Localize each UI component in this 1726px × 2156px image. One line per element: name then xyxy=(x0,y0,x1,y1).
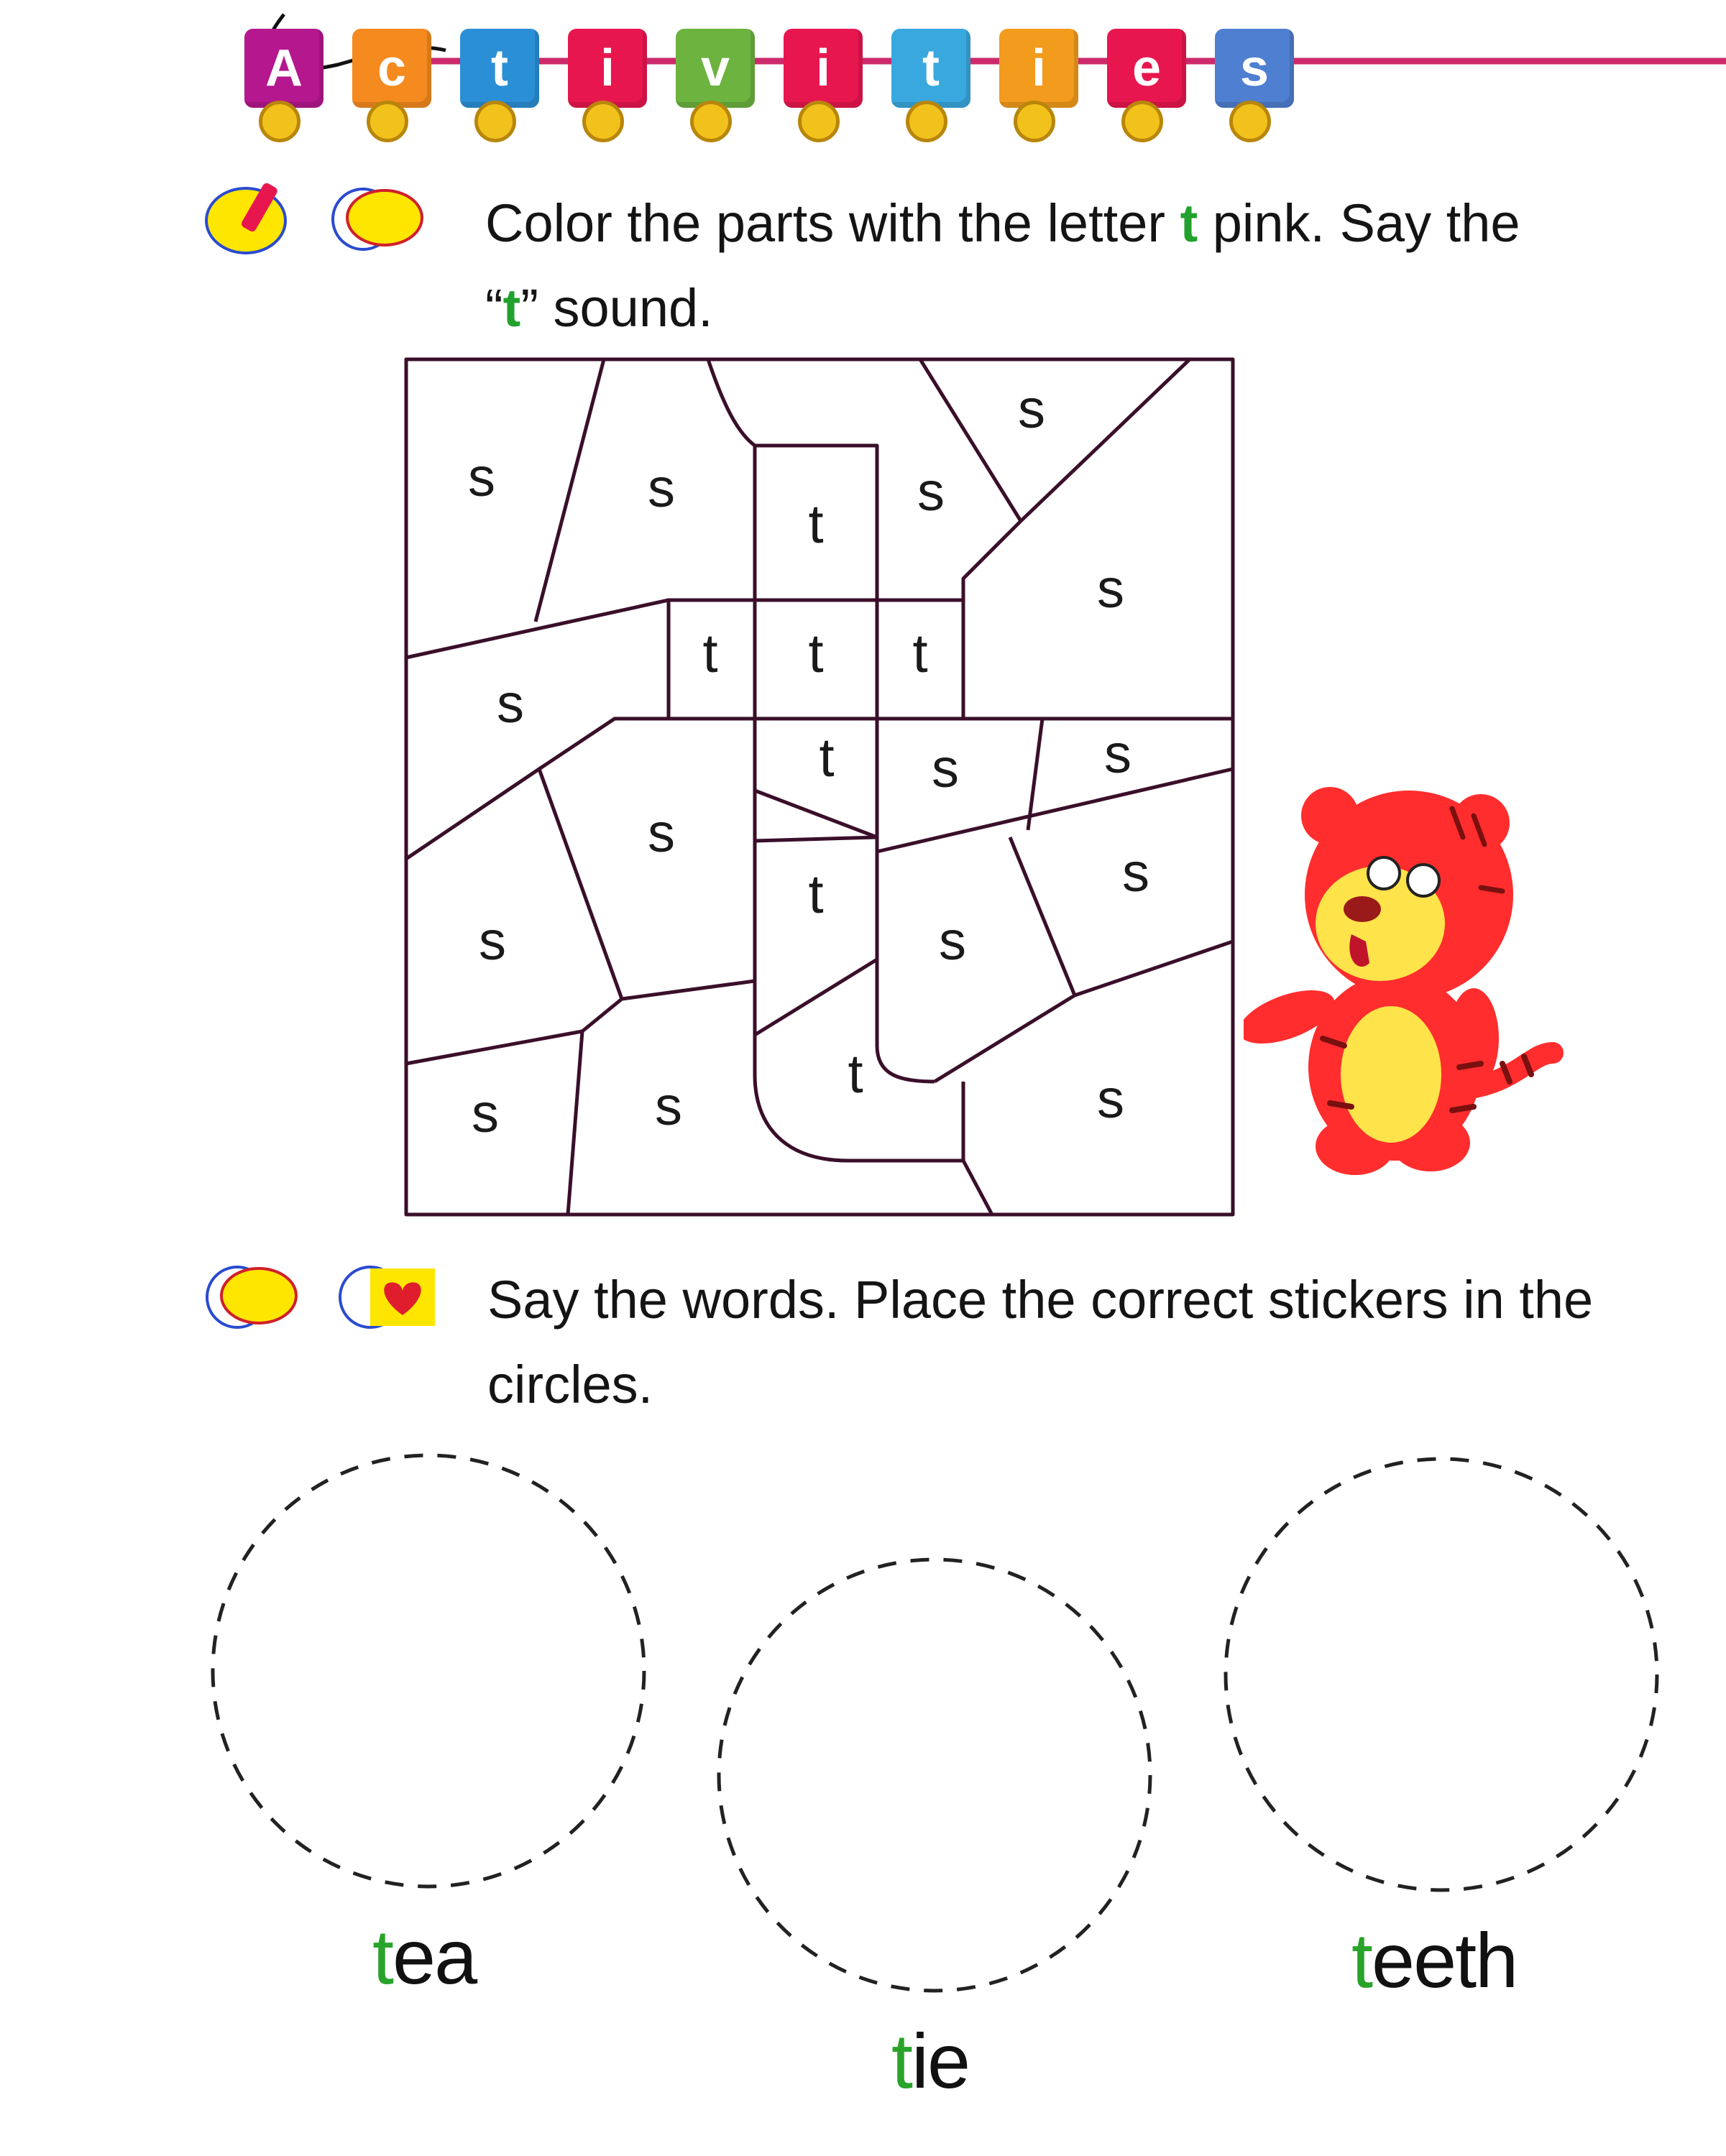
cell-label: s xyxy=(497,673,524,734)
word-rest: ie xyxy=(912,2017,970,2104)
word-tea xyxy=(372,1912,476,2001)
wheel-icon xyxy=(798,101,840,142)
wheel-icon xyxy=(1014,101,1055,142)
color-by-letter-grid xyxy=(403,356,1236,1218)
wheel-icon xyxy=(259,101,300,142)
title-letter-c: c xyxy=(352,29,431,108)
cell-label: s xyxy=(648,803,675,864)
cell-label: t xyxy=(848,1044,863,1105)
cell-label: t xyxy=(819,727,835,788)
speak-bubble-icon xyxy=(327,176,428,262)
cell-label: s xyxy=(932,738,959,799)
highlight-letter: t xyxy=(1180,193,1198,253)
cell-label: t xyxy=(808,864,824,925)
word-rest: eeth xyxy=(1372,1917,1518,2004)
instruction-text: pink. Say the xyxy=(1198,193,1520,253)
title-letter-i3: i xyxy=(999,29,1078,108)
cell-label: t xyxy=(702,623,718,684)
instruction-text: Color the parts with the letter xyxy=(485,193,1180,253)
word-tie xyxy=(891,2016,969,2106)
highlight-letter: t xyxy=(502,278,521,338)
cell-label: s xyxy=(648,458,675,519)
cell-label: s xyxy=(917,461,945,522)
wheel-icon xyxy=(1121,101,1163,142)
speak-bubble-icon xyxy=(201,1254,309,1340)
wheel-icon xyxy=(906,101,947,142)
title-letter-v: v xyxy=(676,29,755,108)
wheel-icon xyxy=(690,101,732,142)
cell-label: s xyxy=(1097,558,1124,619)
instruction-activity-2 xyxy=(487,1258,1652,1427)
cell-label: s xyxy=(468,447,495,508)
cell-label: t xyxy=(808,494,824,555)
instruction-text: ” sound. xyxy=(520,278,713,338)
cell-label: s xyxy=(939,911,966,972)
cell-label: t xyxy=(808,623,824,684)
wheel-icon xyxy=(1229,101,1271,142)
title-letter-t2: t xyxy=(891,29,970,108)
cell-label: s xyxy=(1018,379,1045,440)
cell-label: s xyxy=(472,1083,499,1144)
wheel-icon xyxy=(582,101,624,142)
sticker-circle-tea[interactable] xyxy=(213,1455,644,1886)
sticker-heart-icon xyxy=(334,1254,442,1340)
instruction-line-1: Say the words. Place the correct stickers in the xyxy=(487,1270,1594,1330)
sticker-circle-tie[interactable] xyxy=(719,1560,1150,1991)
title-letter-e: e xyxy=(1107,29,1186,108)
instruction-activity-1 xyxy=(485,181,1635,351)
instruction-line-2: circles. xyxy=(487,1355,653,1414)
title-letter-i: i xyxy=(568,29,647,108)
title-letter-s: s xyxy=(1215,29,1294,108)
grid-svg xyxy=(403,356,1236,1218)
quote-mark: “ xyxy=(485,278,503,338)
word-teeth xyxy=(1351,1915,1517,2005)
title-letter-t: t xyxy=(460,29,539,108)
activities-title xyxy=(244,0,1452,172)
cell-label: s xyxy=(1122,842,1149,903)
word-first-letter: t xyxy=(891,2017,912,2104)
title-letter-i2: i xyxy=(784,29,863,108)
cell-label: s xyxy=(655,1076,682,1137)
cell-label: s xyxy=(479,911,506,972)
cell-label: s xyxy=(1097,1069,1124,1130)
wheel-icon xyxy=(474,101,516,142)
wheel-icon xyxy=(367,101,408,142)
cell-label: t xyxy=(912,623,928,684)
word-rest: ea xyxy=(393,1913,477,2000)
sticker-circle-teeth[interactable] xyxy=(1226,1459,1657,1890)
instruction-line-1 xyxy=(485,181,1635,266)
word-first-letter: t xyxy=(1351,1917,1372,2004)
instruction-line-2 xyxy=(485,266,1635,351)
word-first-letter: t xyxy=(372,1913,393,2000)
color-crayon-icon xyxy=(201,176,295,262)
tiger-mascot-illustration xyxy=(1244,780,1567,1182)
title-letter-A: A xyxy=(244,29,323,108)
cell-label: s xyxy=(1104,724,1131,785)
